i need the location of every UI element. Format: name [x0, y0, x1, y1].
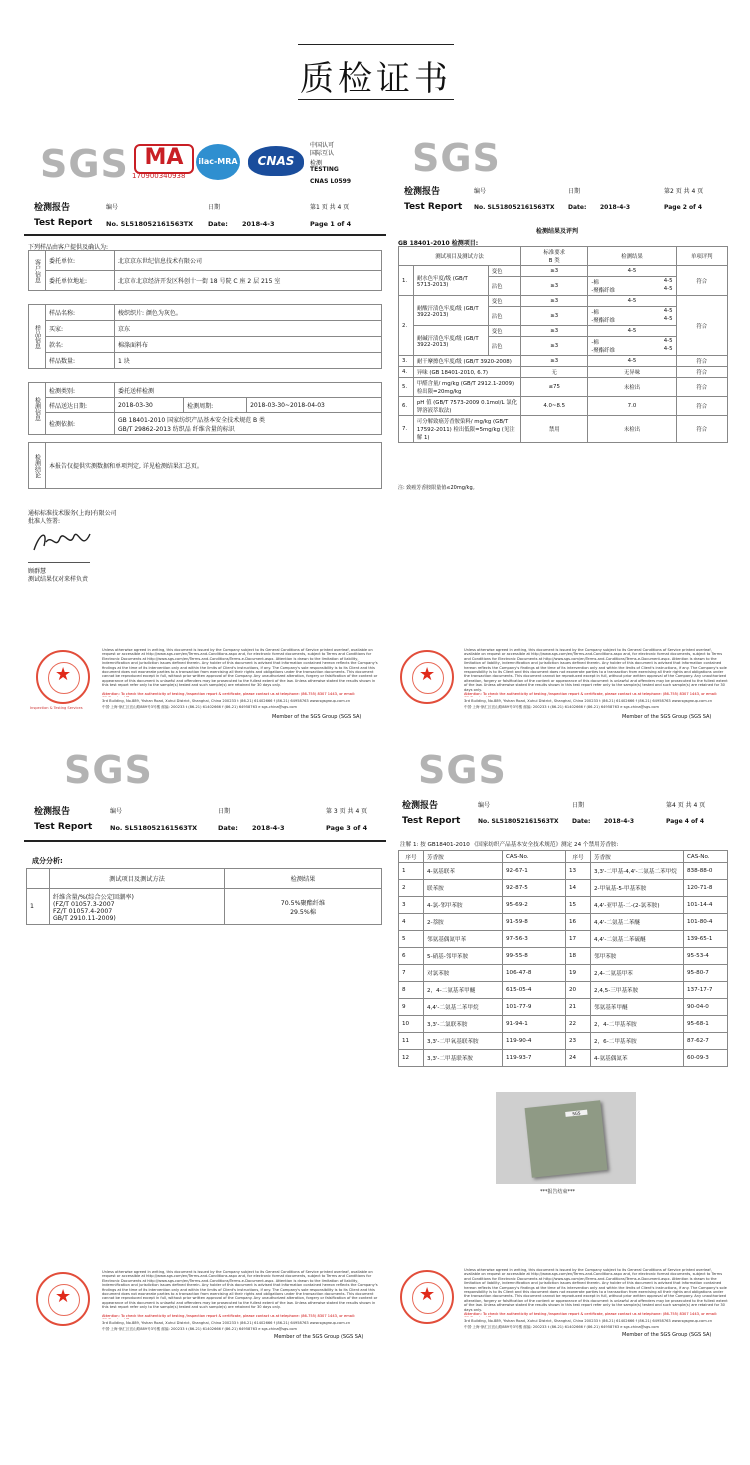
value: 4-5: [663, 286, 673, 292]
value: 4-5: [663, 308, 673, 314]
table-cell: 12: [399, 1050, 424, 1067]
group-label-test: 检测信息: [29, 383, 46, 435]
report-date: 2018-4-3: [252, 824, 285, 832]
table-cell: 2，4-二甲基苯胺: [591, 1016, 684, 1033]
result: 4-5: [588, 326, 676, 337]
table-cell: 7: [399, 965, 424, 982]
table-cell: 615-05-4: [503, 982, 566, 999]
sgs-logo: SGS: [412, 136, 501, 180]
sample-tag: SGS: [565, 1110, 587, 1117]
star-icon: ★: [55, 664, 72, 685]
judgement: 符合: [676, 296, 727, 356]
fabric-swatch: [525, 1100, 608, 1178]
table-cell: 21: [566, 999, 591, 1016]
amines-table: [398, 850, 728, 1067]
col-amine: 芳香胺: [424, 851, 503, 863]
row-rubbing-fastness: 耐干摩擦色牢度/级 (GB/T 3920-2008): [413, 356, 520, 367]
table-cell: 22: [566, 1016, 591, 1033]
table-cell: 4,4'-二氨基二苯硫醚: [591, 931, 684, 948]
results-table: 测试项目及测试方法 标准要求 B 类 检测结果 单项评判 1. 耐水色牢度/级 (GB/T 5713-2013) 变色 ≥3 4-5 符合 沾色 ≥3 -棉 4-5 -聚酯纤维 4-5 2. 耐酸汗渍色牢度/级 (GB/T 3922-2013) 变色 ≥3 4-5 符合 沾色 ≥3 -棉 4-5 -聚酯纤维 4-5 耐碱汗渍色牢度/级 (GB/T 3922-2013) 变色 ≥3 4-5 沾色 ≥3 -棉 4-5 -聚酯纤维 4-5 3. 耐干摩擦色牢度/级 (GB/T 3920-2008) ≥3 4-5 符合 4. 异味 (GB 18401-2010, 6.7) 无 无异味 符合 5. 甲醛含量/ mg/kg (GB/T 2912.1-2009) 检出限=20mg/kg ≤75 未检出 符合 6. pH 值 (GB/T 7573-2009 0.1mol/L 氯化钾溶液萃取法) 4.0~8.5 7.0 符合 7. 可分解致癌芳香胺染料/ mg/kg (GB/T 17592-2011) 检出低限=5mg/kg (见注解 1) 禁用 未检出 符合: [398, 246, 728, 443]
standard-title: GB 18401-2010 检测项目:: [398, 240, 479, 247]
test-type-label: 检测类别:: [46, 383, 115, 398]
table-cell: 9: [399, 999, 424, 1016]
table-cell: 60-09-3: [684, 1050, 728, 1067]
req: 4.0~8.5: [520, 397, 587, 416]
req: 禁用: [520, 416, 587, 443]
result: 无异味: [588, 367, 676, 378]
table-cell: 101-77-9: [503, 999, 566, 1016]
sgs-member-note: Member of the SGS Group (SGS SA): [622, 1332, 712, 1338]
fiber: -聚酯纤维: [591, 348, 615, 354]
date-label-en: Date:: [568, 204, 587, 211]
cnas-logo: CNAS: [248, 146, 304, 176]
req: 无: [520, 367, 587, 378]
group-label-client: 客户信息: [29, 251, 46, 291]
table-cell: 4,4'-亚甲基-二-(2-氯苯胺): [591, 897, 684, 914]
col-no: 序号: [566, 851, 591, 863]
table-cell: 16: [566, 914, 591, 931]
row-odour: 异味 (GB 18401-2010, 6.7): [413, 367, 520, 378]
star-icon: ★: [55, 1286, 72, 1307]
row-formaldehyde: 甲醛含量/ mg/kg (GB/T 2912.1-2009) 检出限=20mg/kg: [413, 378, 520, 397]
report-date: 2018-4-3: [600, 204, 631, 211]
table-row: [399, 1016, 728, 1033]
result: 4-5: [588, 296, 676, 307]
result: 未检出: [588, 378, 676, 397]
table-cell: 15: [566, 897, 591, 914]
sgs-seal-stamp: [36, 1272, 90, 1326]
sub-stain: 沾色: [488, 307, 520, 326]
table-cell: 23: [566, 1033, 591, 1050]
table-cell: 11: [399, 1033, 424, 1050]
intro-text: 下列样品由客户提供及确认为:: [28, 244, 109, 251]
responsibility-note: 测试结果仅对来样负责: [28, 576, 89, 583]
report-date: 2018-4-3: [242, 220, 275, 228]
fiber: -聚酯纤维: [591, 288, 615, 294]
table-cell: 邻甲苯胺: [591, 948, 684, 965]
composition-table: [26, 868, 382, 925]
row-azo-dyes: 可分解致癌芳香胺染料/ mg/kg (GB/T 17592-2011) 检出低限=5mg/kg (见注解 1): [413, 416, 520, 443]
req: ≥3: [520, 356, 587, 367]
table-row: [399, 1033, 728, 1050]
date-label-cn: 日期: [218, 808, 231, 815]
page-number-cn: 第2 页 共 4 页: [664, 188, 704, 195]
date-label-cn: 日期: [572, 802, 585, 809]
sgs-seal-stamp: [36, 650, 90, 704]
col-amine: 芳香胺: [591, 851, 684, 863]
ilac-mra-logo: ilac-MRA: [196, 144, 240, 180]
judgement: 符合: [676, 378, 727, 397]
sub-stain: 沾色: [488, 337, 520, 356]
test-period-label: 检测周期:: [184, 398, 247, 413]
col-judgement: 单项评判: [676, 247, 727, 266]
quantity-label: 样品数量:: [46, 353, 115, 369]
req: ≤75: [520, 378, 587, 397]
sgs-member-note: Member of the SGS Group (SGS SA): [622, 714, 712, 720]
table-cell: 838-88-0: [684, 863, 728, 880]
value: 4-5: [663, 278, 673, 284]
test-basis-line-2: GB/T 29862-2013 纺织品 纤维含量的标识: [118, 425, 235, 433]
report-page-3: [24, 742, 386, 1342]
table-cell: 4: [399, 914, 424, 931]
table-row: [399, 965, 728, 982]
table-cell: 5: [399, 931, 424, 948]
table-cell: 6: [399, 948, 424, 965]
report-number: No. SL518052161563TX: [478, 818, 559, 825]
end-of-report: ***报告结束***: [540, 1189, 576, 1195]
table-cell: 邻氨基苯甲醚: [591, 999, 684, 1016]
table-cell: 3,3'-二甲氧基联苯胺: [424, 1033, 503, 1050]
signature-image: [30, 524, 96, 558]
req: ≥3: [520, 337, 587, 356]
address-cn: 中国·上海·徐汇区宜山路889号3号楼 邮编: 200233 t (86-21) 61402666 f (86-21) 64958763 e sgs.china@sgs.com: [464, 1325, 659, 1329]
received-date-label: 样品送达日期:: [46, 398, 115, 413]
sgs-logo: SGS: [40, 142, 129, 186]
table-cell: 1: [399, 863, 424, 880]
table-cell: 87-62-7: [684, 1033, 728, 1050]
page-title-block: [298, 44, 454, 100]
value: 4-5: [663, 316, 673, 322]
style-value: 棉涤面料布: [115, 337, 382, 353]
client-label: 委托单位:: [46, 251, 115, 271]
report-label-cn: 检测报告: [402, 801, 439, 811]
value: 4-5: [663, 346, 673, 352]
sample-name-label: 样品名称:: [46, 305, 115, 321]
report-label-en: Test Report: [402, 816, 461, 826]
fiber: -棉: [591, 310, 599, 316]
title-rule-top: [298, 44, 454, 45]
cnas-line-4: TESTING: [310, 166, 339, 173]
page-number-cn: 第4 页 共 4 页: [666, 802, 706, 809]
method-2: FZ/T 01057.4-2007: [53, 907, 113, 915]
table-cell: 24: [566, 1050, 591, 1067]
col-result: 检测结果: [225, 869, 382, 889]
table-cell: 14: [566, 880, 591, 897]
table-cell: 18: [566, 948, 591, 965]
buyer-label: 买家:: [46, 321, 115, 337]
table-cell: 99-55-8: [503, 948, 566, 965]
authenticity-note: Attention: To check the authenticity of testing /inspection report & certificate, please contact us at telephone: (86-755) 8307 1443, or email:: [102, 692, 356, 696]
table-cell: 8: [399, 982, 424, 999]
test-period-value: 2018-03-30~2018-04-03: [247, 398, 382, 413]
table-cell: 95-80-7: [684, 965, 728, 982]
table-cell: 2,4,5-三甲基苯胺: [591, 982, 684, 999]
section-title: 成分分析:: [32, 857, 63, 865]
report-label-cn: 检测报告: [34, 807, 71, 817]
table-cell: 20: [566, 982, 591, 999]
result-cotton: 29.5%棉: [290, 908, 316, 916]
quantity-value: 1 块: [115, 353, 382, 369]
report-label-cn: 检测报告: [34, 203, 71, 213]
table-cell: 19: [566, 965, 591, 982]
row-acid-perspiration: 耐酸汗渍色牢度/级 (GB/T 3922-2013): [413, 296, 488, 326]
report-page-4: [396, 742, 730, 1342]
date-label-en: Date:: [218, 824, 238, 832]
address-cn: 中国·上海·徐汇区宜山路889号3号楼 邮编: 200233 t (86-21) 61402666 f (86-21) 64958763 e sgs.china@sgs.com: [464, 705, 659, 709]
test-info-table: [28, 382, 382, 435]
row-alkali-perspiration: 耐碱汗渍色牢度/级 (GB/T 3922-2013): [413, 326, 488, 356]
col-cas: CAS-No.: [503, 851, 566, 863]
sgs-member-note: Member of the SGS Group (SGS SA): [272, 714, 362, 720]
style-label: 款名:: [46, 337, 115, 353]
table-cell: 2: [399, 880, 424, 897]
table-row: [399, 880, 728, 897]
col-result: 检测结果: [588, 247, 676, 266]
table-cell: 对氯苯胺: [424, 965, 503, 982]
table-cell: 106-47-8: [503, 965, 566, 982]
report-label-cn: 检测报告: [404, 187, 441, 197]
table-row: [399, 914, 728, 931]
table-cell: 4,4'-二氨基二苯醚: [591, 914, 684, 931]
table-cell: 97-56-3: [503, 931, 566, 948]
date-label-en: Date:: [572, 818, 591, 825]
col-requirement-class: B 类: [548, 258, 560, 264]
address-en: 3rd Building, No.889, Yishan Road, Xuhui District, Shanghai, China 200233 t (86-21) 61402666 f (86-21) 64958763 www.sgsgroup.com.cn: [464, 1319, 713, 1323]
result: 7.0: [588, 397, 676, 416]
req: ≥3: [520, 326, 587, 337]
terms-fineprint: Unless otherwise agreed in writing, this document is issued by the Company subject to its General Conditions of Service printed overleaf, available on request or accessible at http://www.sgs.com/en/Terms-and-Conditions.aspx and, for electronic format documents, subject to Terms and Conditions for Electronic Documents at http://www.sgs.com/en/Terms-and-Conditions/Terms-e-Document.aspx. Attention is drawn to the limitation of liability, indemnification and jurisdiction issues defined therein. Any holder of this document is advised that information contained hereon reflects the Company's findings at the time of its intervention only and within the limits of Client's instructions, if any. The Company's sole responsibility is to its Client and this document does not exonerate parties to a transaction from exercising all their rights and obligations under the transaction documents. This document cannot be reproduced except in full, without prior written approval of the Company. Any unauthorized alteration, forgery or falsification of the content or appearance of this document is unlawful and offenders may be prosecuted to the fullest extent of the law. Unless otherwise stated the results shown in this test report refer only to the sample(s) tested and such sample(s) are retained for 30 days only.: [102, 648, 378, 688]
table-cell: 139-65-1: [684, 931, 728, 948]
header-rule: [24, 234, 386, 236]
no-label-cn: 编号: [110, 808, 123, 815]
report-label-en: Test Report: [34, 822, 93, 832]
judgement: 符合: [676, 416, 727, 443]
method-1: (FZ/T 01057.3-2007: [53, 900, 115, 908]
table-cell: 5-硝基-邻甲苯胺: [424, 948, 503, 965]
client-value: 北京京东世纪信息技术有限公司: [115, 251, 382, 271]
report-number: No. SL518052161563TX: [106, 220, 194, 228]
page-number-en: Page 4 of 4: [666, 818, 704, 825]
cnas-line-2: 国际互认: [310, 150, 335, 157]
table-cell: 4-氯-邻甲苯胺: [424, 897, 503, 914]
sub-change: 变色: [488, 266, 520, 277]
req: ≥3: [520, 266, 587, 277]
col-cas: CAS-No.: [684, 851, 728, 863]
table-cell: 2,4-二氨基甲苯: [591, 965, 684, 982]
report-number: No. SL518052161563TX: [110, 824, 198, 832]
report-page-2: [396, 130, 730, 720]
table-cell: 邻氨基偶氮甲苯: [424, 931, 503, 948]
sample-name-value: 梭织织片: 颜色为灰色。: [115, 305, 382, 321]
no-label-cn: 编号: [106, 204, 119, 211]
result: 未检出: [588, 416, 676, 443]
address-cn: 中国·上海·徐汇区宜山路889号3号楼 邮编: 200233 t (86-21) 61402666 f (86-21) 64958763 e sgs.china@sgs.com: [102, 1327, 297, 1331]
signer-name: 顾群慧: [28, 568, 47, 575]
authenticity-note: Attention: To check the authenticity of testing /inspection report & certificate, please contact us at telephone: (86-755) 8307 1443, or email:: [464, 692, 718, 696]
table-cell: 4-氨基偶氮苯: [591, 1050, 684, 1067]
date-label-cn: 日期: [208, 204, 221, 211]
table-cell: 120-71-8: [684, 880, 728, 897]
table-row: [399, 1050, 728, 1067]
cma-code: 170900340938: [132, 172, 186, 180]
table-cell: 10: [399, 1016, 424, 1033]
page-number-cn: 第 3 页 共 4 页: [326, 808, 368, 815]
title-rule-bottom: [298, 99, 454, 100]
address-en: 3rd Building, No.889, Yishan Road, Xuhui District, Shanghai, China 200233 t (86-21) 61402666 f (86-21) 64958763 www.sgsgroup.com.cn: [102, 1321, 351, 1325]
judgement: 符合: [676, 266, 727, 296]
page-number-cn: 第1 页 共 4 页: [310, 204, 350, 211]
date-label-cn: 日期: [568, 188, 581, 195]
table-cell: 101-80-4: [684, 914, 728, 931]
address-cn: 中国·上海·徐汇区宜山路889号3号楼 邮编: 200233 t (86-21) 61402666 f (86-21) 64958763 e sgs.china@sgs.com: [102, 705, 297, 709]
row-water-fastness: 耐水色牢度/级 (GB/T 5713-2013): [413, 266, 488, 296]
address-en: 3rd Building, No.889, Yishan Road, Xuhui District, Shanghai, China 200233 t (86-21) 61402666 f (86-21) 64958763 www.sgsgroup.com.cn: [464, 699, 713, 703]
sample-photo: [496, 1092, 636, 1184]
amines-note: 注解 1: 按 GB18401-2010 《国家纺织产品基本安全技术规范》测定 24 个禁用芳香胺:: [400, 842, 619, 848]
cma-logo: MA: [134, 144, 194, 174]
buyer-value: 京东: [115, 321, 382, 337]
table-cell: 13: [566, 863, 591, 880]
judgement: 符合: [676, 367, 727, 378]
table-cell: 3,3'-二甲基-4,4'-二氨基二苯甲烷: [591, 863, 684, 880]
judgement: 符合: [676, 397, 727, 416]
table-row: [399, 897, 728, 914]
table-cell: 95-68-1: [684, 1016, 728, 1033]
table-row: [399, 931, 728, 948]
table-row: [399, 982, 728, 999]
table-cell: 101-14-4: [684, 897, 728, 914]
req: ≥3: [520, 277, 587, 296]
report-date: 2018-4-3: [604, 818, 635, 825]
table-cell: 4,4'-二氨基二苯甲烷: [424, 999, 503, 1016]
table-cell: 137-17-7: [684, 982, 728, 999]
group-label-conclusion: 检测结论: [29, 443, 46, 489]
table-cell: 4-氨基联苯: [424, 863, 503, 880]
table-cell: 119-90-4: [503, 1033, 566, 1050]
signature-line: [28, 562, 90, 563]
table-cell: 2-萘胺: [424, 914, 503, 931]
section-title: 检测结果及评判: [536, 228, 579, 235]
star-icon: ★: [419, 1284, 436, 1305]
address-label: 委托单位地址:: [46, 271, 115, 291]
table-cell: 3,3'-二氯联苯胺: [424, 1016, 503, 1033]
col-test-item: 测试项目及测试方法: [399, 247, 521, 266]
star-icon: ★: [419, 664, 436, 685]
stamp-caption: Inspection & Testing Services: [30, 706, 83, 710]
terms-fineprint: Unless otherwise agreed in writing, this document is issued by the Company subject to its General Conditions of Service printed overleaf, available on request or accessible at http://www.sgs.com/en/Terms-and-Conditions.aspx and, for electronic format documents, subject to Terms and Conditions for Electronic Documents at http://www.sgs.com/en/Terms-and-Conditions/Terms-e-Document.aspx. Attention is drawn to the limitation of liability, indemnification and jurisdiction issues defined therein. Any holder of this document is advised that information contained hereon reflects the Company's findings at the time of its intervention only and within the limits of Client's instructions, if any. The Company's sole responsibility is to its Client and this document does not exonerate parties to a transaction from exercising all their rights and obligations under the transaction documents. This document cannot be reproduced except in full, without prior written approval of the Company. Any unauthorized alteration, forgery or falsification of the content or appearance of this document is unlawful and offenders may be prosecuted to the fullest extent of the law. Unless otherwise stated the results shown in this test report refer only to the sample(s) tested and such sample(s) are retained for 30 days only.: [464, 1268, 728, 1312]
page-number-en: Page 2 of 4: [664, 204, 702, 211]
col-test-item: 测试项目及测试方法: [50, 869, 225, 889]
table-cell: 17: [566, 931, 591, 948]
result-polyester: 70.5%聚酯纤维: [280, 899, 326, 907]
header-rule: [24, 840, 386, 842]
issuing-company: 通标标准技术服务(上海)有限公司: [28, 510, 117, 517]
col-requirement: 标准要求: [543, 250, 565, 256]
method-3: GB/T 2910.11-2009): [53, 914, 116, 922]
table-cell: 联苯胺: [424, 880, 503, 897]
report-number: No. SL518052161563TX: [474, 204, 555, 211]
conclusion-table: [28, 442, 382, 489]
sgs-seal-stamp: [400, 650, 454, 704]
test-type-value: 委托送样检测: [115, 383, 382, 398]
test-basis-label: 检测依据:: [46, 413, 115, 435]
table-cell: 95-69-2: [503, 897, 566, 914]
result: 4-5: [588, 266, 676, 277]
row-number: 1: [27, 889, 50, 925]
client-info-table: [28, 250, 382, 291]
table-cell: 2，4-二氨基苯甲醚: [424, 982, 503, 999]
page-title: 质检证书: [300, 59, 452, 99]
table-cell: 92-87-5: [503, 880, 566, 897]
sgs-logo: SGS: [64, 748, 153, 792]
address-en: 3rd Building, No.889, Yishan Road, Xuhui District, Shanghai, China 200233 t (86-21) 61402666 f (86-21) 64958763 www.sgsgroup.com.cn: [102, 699, 351, 703]
table-cell: 92-67-1: [503, 863, 566, 880]
table-cell: 90-04-0: [684, 999, 728, 1016]
table-cell: 95-53-4: [684, 948, 728, 965]
col-no: 序号: [399, 851, 424, 863]
authenticity-note: Attention: To check the authenticity of testing /inspection report & certificate, please contact us at telephone: (86-755) 8307 1443, or email:: [464, 1312, 718, 1316]
sgs-seal-stamp: [400, 1270, 454, 1324]
cnas-number: CNAS L0599: [310, 178, 352, 185]
no-label-cn: 编号: [478, 802, 491, 809]
terms-fineprint: Unless otherwise agreed in writing, this document is issued by the Company subject to its General Conditions of Service printed overleaf, available on request or accessible at http://www.sgs.com/en/Terms-and-Conditions.aspx and, for electronic format documents, subject to Terms and Conditions for Electronic Documents at http://www.sgs.com/en/Terms-and-Conditions/Terms-e-Document.aspx. Attention is drawn to the limitation of liability, indemnification and jurisdiction issues defined therein. Any holder of this document is advised that information contained hereon reflects the Company's findings at the time of its intervention only and within the limits of Client's instructions, if any. The Company's sole responsibility is to its Client and this document does not exonerate parties to a transaction from exercising all their rights and obligations under the transaction documents. This document cannot be reproduced except in full, without prior written approval of the Company. Any unauthorized alteration, forgery or falsification of the content or appearance of this document is unlawful and offenders may be prosecuted to the fullest extent of the law. Unless otherwise stated the results shown in this test report refer only to the sample(s) tested and such sample(s) are retained for 30 days only.: [102, 1270, 378, 1310]
results-note: 注: 致癌芳香胺限量值≤20mg/kg。: [398, 485, 478, 491]
conclusion-value: 本报告仅提供实测数据和单项判定, 详见检测结果汇总页。: [46, 443, 382, 489]
table-cell: 2，6-二甲基苯胺: [591, 1033, 684, 1050]
report-page-1: [24, 130, 386, 720]
cnas-line-1: 中国认可: [310, 142, 335, 149]
req: ≥3: [520, 296, 587, 307]
cnas-line-3: 检测: [310, 160, 323, 167]
table-row: [399, 863, 728, 880]
test-basis-line-1: GB 18401-2010 国家纺织产品基本安全技术规范 B 类: [118, 416, 266, 424]
value: 4-5: [663, 338, 673, 344]
no-label-cn: 编号: [474, 188, 487, 195]
table-row: [399, 948, 728, 965]
row-ph: pH 值 (GB/T 7573-2009 0.1mol/L 氯化钾溶液萃取法): [413, 397, 520, 416]
sgs-member-note: Member of the SGS Group (SGS SA): [274, 1334, 364, 1340]
table-cell: 91-59-8: [503, 914, 566, 931]
result: 4-5: [588, 356, 676, 367]
sub-change: 变色: [488, 326, 520, 337]
table-cell: 3: [399, 897, 424, 914]
terms-fineprint: Unless otherwise agreed in writing, this document is issued by the Company subject to its General Conditions of Service printed overleaf, available on request or accessible at http://www.sgs.com/en/Terms-and-Conditions.aspx and, for electronic format documents, subject to Terms and Conditions for Electronic Documents at http://www.sgs.com/en/Terms-and-Conditions/Terms-e-Document.aspx. Attention is drawn to the limitation of liability, indemnification and jurisdiction issues defined therein. Any holder of this document is advised that information contained hereon reflects the Company's findings at the time of its intervention only and within the limits of Client's instructions, if any. The Company's sole responsibility is to its Client and this document does not exonerate parties to a transaction from exercising all their rights and obligations under the transaction documents. This document cannot be reproduced except in full, without prior written approval of the Company. Any unauthorized alteration, forgery or falsification of the content or appearance of this document is unlawful and offenders may be prosecuted to the fullest extent of the law. Unless otherwise stated the results shown in this test report refer only to the sample(s) tested and such sample(s) are retained for 30 days only.: [464, 648, 728, 692]
fiber-content-item: 纤维含量/%(综合公定回潮率): [53, 893, 134, 901]
report-label-en: Test Report: [404, 202, 463, 212]
address-value: 北京市北京经济开发区科创十一街 18 号院 C 座 2 层 215 室: [115, 271, 382, 291]
group-label-sample: 样品信息: [29, 305, 46, 369]
sub-change: 变色: [488, 296, 520, 307]
sample-info-table: [28, 304, 382, 369]
table-row: [399, 999, 728, 1016]
approver-label: 批准人签署:: [28, 518, 61, 525]
table-cell: 91-94-1: [503, 1016, 566, 1033]
report-label-en: Test Report: [34, 218, 93, 228]
fiber: -聚酯纤维: [591, 318, 615, 324]
sub-stain: 沾色: [488, 277, 520, 296]
authenticity-note: Attention: To check the authenticity of testing /inspection report & certificate, please contact us at telephone: (86-755) 8307 1443, or email:: [102, 1314, 356, 1318]
page-number-en: Page 1 of 4: [310, 220, 352, 228]
received-date-value: 2018-03-30: [115, 398, 184, 413]
fiber: -棉: [591, 280, 599, 286]
table-cell: 119-93-7: [503, 1050, 566, 1067]
date-label-en: Date:: [208, 220, 228, 228]
req: ≥3: [520, 307, 587, 326]
fiber: -棉: [591, 340, 599, 346]
judgement: 符合: [676, 356, 727, 367]
table-cell: 3,3'-二甲基联苯胺: [424, 1050, 503, 1067]
sgs-logo: SGS: [418, 748, 507, 792]
table-cell: 2-甲氧基-5-甲基苯胺: [591, 880, 684, 897]
page-number-en: Page 3 of 4: [326, 824, 368, 832]
